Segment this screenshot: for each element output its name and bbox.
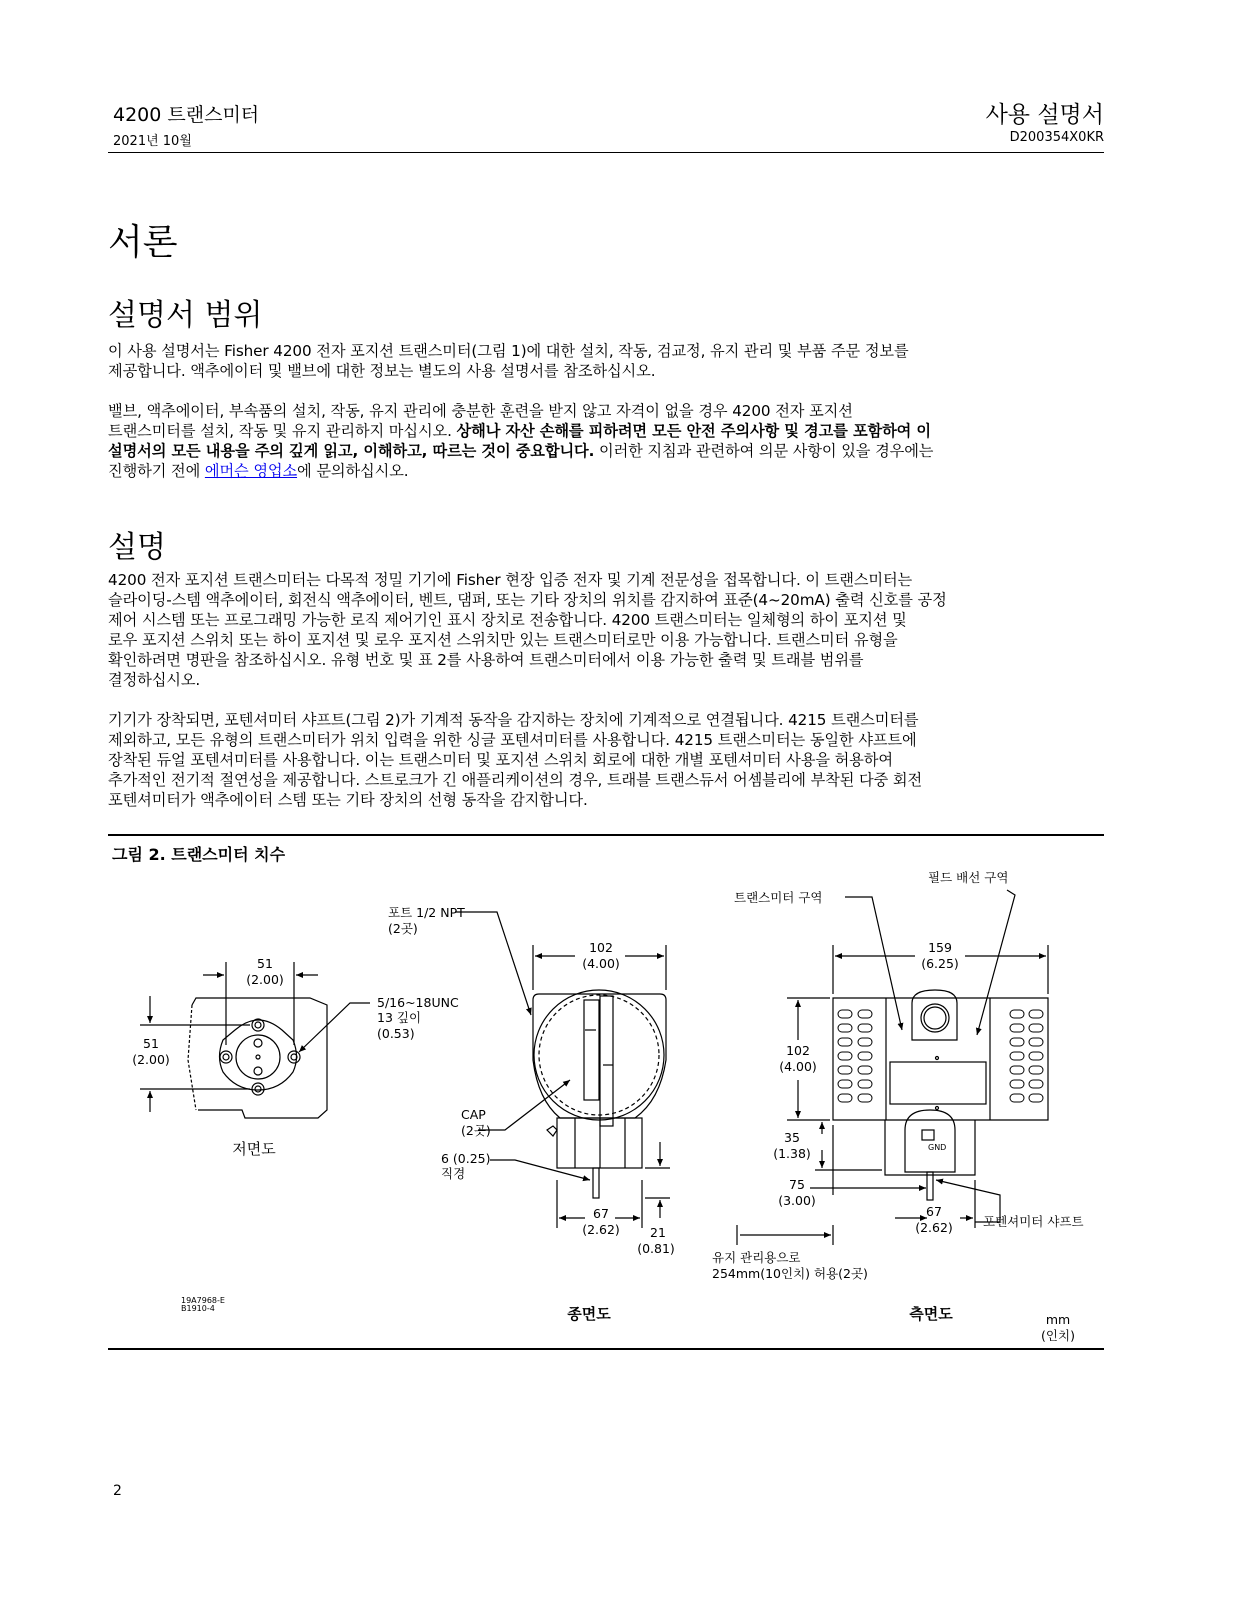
side-dim75-mm: 75 xyxy=(789,1177,805,1192)
section-heading-description: 설명 xyxy=(108,530,166,565)
bottom-view-width-in: (2.00) xyxy=(246,972,284,987)
header-doc-code: D200354X0KR xyxy=(1009,130,1104,145)
front-view-caption: 종면도 xyxy=(567,1305,611,1323)
field-wiring-label: 필드 배선 구역 xyxy=(928,870,1009,885)
front-width-mm: 102 xyxy=(589,940,613,955)
side-dim35-in: (1.38) xyxy=(773,1146,811,1161)
side-height-in: (4.00) xyxy=(779,1059,817,1074)
front-view-drawing xyxy=(455,912,670,1228)
bottom-view-height-mm: 51 xyxy=(143,1036,159,1051)
thread-spec-line3: (0.53) xyxy=(377,1026,415,1041)
description-paragraph-2: 기기가 장착되면, 포텐셔미터 샤프트(그림 2)가 기계적 동작을 감지하는 장치에 기계적으로 연결됩니다. 4215 트랜스미터를 제외하고, 모든 유형의 트랜스미터가 위치 입력을 위한 싱글 포텐셔미터를 사용합니다. 4215 트랜스미터는 동일한 샤프트에 장착된 듀얼 포텐셔미터를 사용합니다. 이는 트랜스미터 및 포지션 스위치 회로에 대한 개별 포텐셔미터 사용을 허용하여 추가적인 전기적 절연성을 제공합니다. 스트로크가 긴 애플리케이션의 경우, 트래블 트랜스듀서 어셈블리에 부착된 다중 회전 포텐셔미터가 액추에이터 스템 또는 기타 장치의 선형 동작을 감지합니다. xyxy=(108,711,923,809)
clearance-line1: 유지 관리용으로 xyxy=(712,1250,801,1265)
header-doc-type: 사용 설명서 xyxy=(985,102,1104,128)
bottom-view-caption: 저면도 xyxy=(232,1140,276,1158)
side-width-in: (6.25) xyxy=(921,956,959,971)
cap-label-line2: (2곳) xyxy=(461,1123,491,1138)
front-dim21-mm: 21 xyxy=(650,1225,666,1240)
shaft-diameter-line1: 6 (0.25) xyxy=(441,1151,491,1166)
front-dim67-mm: 67 xyxy=(593,1206,609,1221)
units-line2: (인치) xyxy=(1041,1328,1075,1343)
thread-spec-line2: 13 깊이 xyxy=(377,1010,422,1025)
shaft-diameter-line2: 직경 xyxy=(441,1166,466,1181)
scope-paragraph-1: 이 사용 설명서는 Fisher 4200 전자 포지션 트랜스미터(그림 1)에 대한 설치, 작동, 검교정, 유지 관리 및 부품 주문 정보를 제공합니다. 액추에이터 및 밸브에 대한 정보는 별도의 사용 설명서를 참조하십시오. xyxy=(108,342,909,380)
front-dim21-in: (0.81) xyxy=(637,1241,675,1256)
drawing-ref-line2: B1910-4 xyxy=(181,1304,215,1313)
header-title: 4200 트랜스미터 xyxy=(113,104,260,126)
transmitter-area-label: 트랜스미터 구역 xyxy=(734,890,823,905)
cap-label-line1: CAP xyxy=(461,1107,486,1122)
section-heading-scope: 설명서 범위 xyxy=(108,298,263,333)
side-height-mm: 102 xyxy=(786,1043,810,1058)
port-label-line1: 포트 1/2 NPT xyxy=(388,905,465,920)
side-view-caption: 측면도 xyxy=(909,1305,953,1323)
side-width-mm: 159 xyxy=(928,940,952,955)
clearance-line2: 254mm(10인치) 허용(2곳) xyxy=(712,1266,868,1281)
header-date: 2021년 10월 xyxy=(113,134,192,149)
gnd-label: GND xyxy=(928,1143,947,1152)
bottom-view-width-mm: 51 xyxy=(257,956,273,971)
scope-paragraph-2: 밸브, 액추에이터, 부속품의 설치, 작동, 유지 관리에 충분한 훈련을 받지 않고 자격이 없을 경우 4200 전자 포지션 트랜스미터를 설치, 작동 및 유지 관리하지 마십시오. 상해나 자산 손해를 피하려면 모든 안전 주의사항 및 경고를 포함하여 이 설명서의 모든 내용을 주의 깊게 읽고, 이해하고, 따르는 것이 중요합니다. 이러한 지침과 관련하여 의문 사항이 있을 경우에는 진행하기 전에 에머슨 영업소에 문의하십시오. xyxy=(108,402,934,480)
page-number: 2 xyxy=(113,1483,122,1499)
front-dim67-in: (2.62) xyxy=(582,1222,620,1237)
thread-spec-line1: 5/16~18UNC xyxy=(377,995,459,1010)
side-dim35-mm: 35 xyxy=(784,1130,800,1145)
figure-title: 그림 2. 트랜스미터 치수 xyxy=(112,845,286,864)
front-width-in: (4.00) xyxy=(582,956,620,971)
description-paragraph-1: 4200 전자 포지션 트랜스미터는 다목적 정밀 기기에 Fisher 현장 입증 전자 및 기계 전문성을 접목합니다. 이 트랜스미터는 슬라이딩-스템 액추에이터, 회전식 액추에이터, 벤트, 댐퍼, 또는 기타 장치의 위치를 감지하여 표준(4~20mA) 출력 신호를 공정 제어 시스템 또는 프로그래밍 가능한 로직 제어기인 표시 장치로 전송합니다. 4200 트랜스미터는 일체형의 하이 포지션 및 로우 포지션 스위치 또는 하이 포지션 및 로우 포지션 스위치만 있는 트랜스미터로만 이용 가능합니다. 트랜스미터 유형을 확인하려면 명판을 참조하십시오. 유형 번호 및 표 2를 사용하여 트랜스미터에서 이용 가능한 출력 및 트래블 범위를 결정하십시오. xyxy=(108,571,947,689)
side-dim67-in: (2.62) xyxy=(915,1220,953,1235)
units-line1: mm xyxy=(1045,1312,1071,1327)
bottom-view-height-in: (2.00) xyxy=(132,1052,170,1067)
side-dim75-in: (3.00) xyxy=(778,1193,816,1208)
section-heading-intro: 서론 xyxy=(108,222,178,263)
emerson-sales-office-link[interactable]: 에머슨 영업소 xyxy=(204,462,298,480)
port-label-line2: (2곳) xyxy=(388,921,418,936)
side-dim67-mm: 67 xyxy=(926,1204,942,1219)
potentiometer-shaft-label: 포텐셔미터 샤프트 xyxy=(983,1214,1084,1229)
drawing-ref-line1: 19A7968-E xyxy=(181,1296,225,1305)
